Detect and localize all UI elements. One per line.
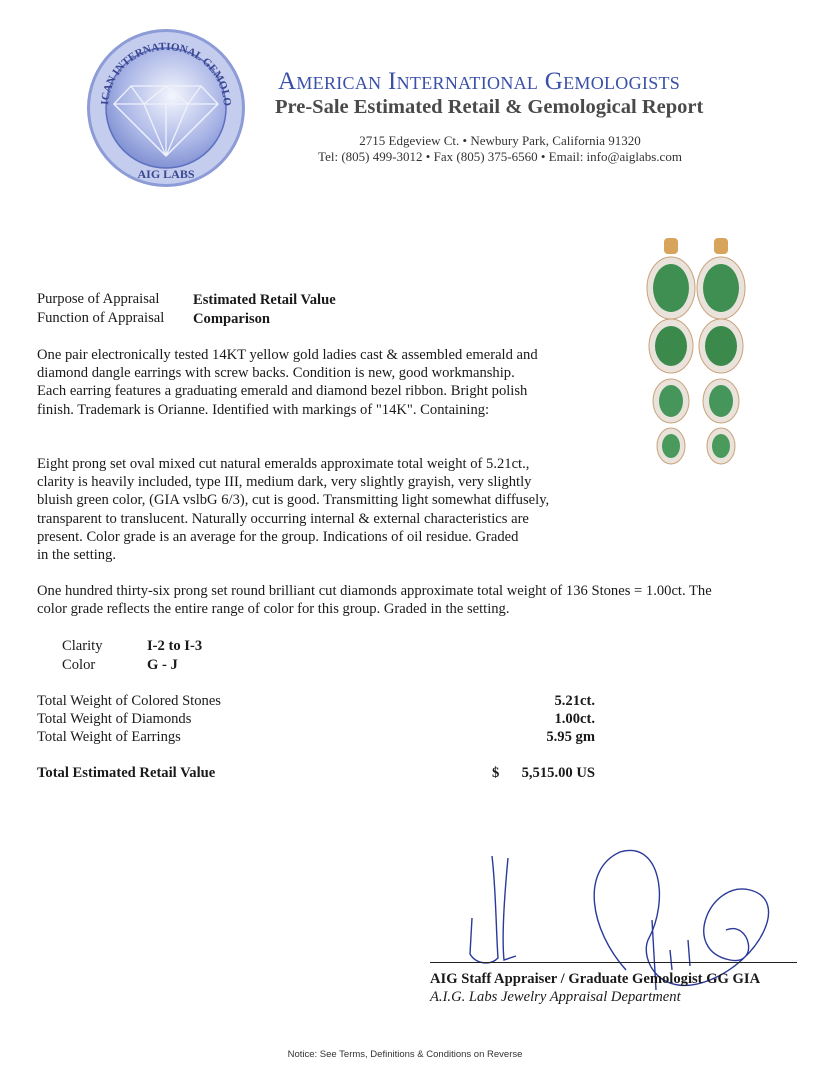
signature-line (430, 962, 797, 963)
aig-logo-seal (86, 28, 246, 188)
appraiser-title: AIG Staff Appraiser / Graduate Gemologist GG GIA (430, 971, 761, 987)
appraisal-department: A.I.G. Labs Jewelry Appraisal Department (430, 989, 681, 1005)
company-contact: Tel: (805) 499-3012 • Fax (805) 375-6560 • Email: info@aiglabs.com (318, 149, 682, 164)
text-line: Eight prong set oval mixed cut natural emeralds approximate total weight of 5.21ct., (37, 456, 530, 472)
footer-notice: Notice: See Terms, Definitions & Conditions on Reverse (287, 1049, 523, 1060)
function-label: Function of Appraisal (37, 310, 165, 326)
logo-ring-text: ICAN INTERNATIONAL GEMOLO (99, 40, 234, 107)
company-title: American International Gemologists (278, 68, 681, 95)
purpose-label: Purpose of Appraisal (37, 291, 160, 307)
text-line: Each earring features a graduating emerald and diamond bezel ribbon. Bright polish (37, 383, 528, 400)
text-line: diamond dangle earrings with screw backs. Condition is new, good workmanship. (37, 365, 515, 382)
text-line: One pair electronically tested 14KT yellow gold ladies cast & assembled emerald and (37, 347, 538, 363)
company-address: 2715 Edgeview Ct. • Newbury Park, California 91320 (359, 133, 641, 148)
clarity-value: I-2 to I-3 (147, 638, 203, 654)
logo-bottom-text: AIG LABS (137, 167, 195, 181)
color-value: G - J (147, 657, 178, 673)
description-paragraph-1 (37, 346, 538, 419)
text-line: clarity is heavily included, type III, medium dark, very slightly grayish, very slightly (37, 474, 532, 491)
clarity-label: Clarity (62, 638, 103, 654)
earrings-weight-value: 5.95 gm (546, 729, 595, 745)
earrings-photo (640, 236, 765, 472)
text-line: One hundred thirty-six prong set round brilliant cut diamonds approximate total weight of 136 Stones = 1.00ct. The (37, 583, 712, 599)
function-value: Comparison (193, 311, 271, 327)
retail-value-label: Total Estimated Retail Value (37, 765, 216, 781)
purpose-value: Estimated Retail Value (193, 292, 336, 308)
color-label: Color (62, 657, 96, 673)
currency-symbol: $ (492, 765, 500, 781)
earrings-weight-label: Total Weight of Earrings (37, 729, 181, 745)
description-paragraph-2 (37, 455, 549, 564)
text-line: color grade reflects the entire range of color for this group. Graded in the setting. (37, 601, 510, 618)
diamonds-weight-value: 1.00ct. (554, 711, 595, 727)
report-subtitle: Pre-Sale Estimated Retail & Gemological Report (275, 96, 704, 118)
colored-stones-weight-value: 5.21ct. (554, 693, 595, 709)
diamonds-weight-label: Total Weight of Diamonds (37, 711, 192, 727)
text-line: finish. Trademark is Orianne. Identified with markings of "14K". Containing: (37, 401, 490, 418)
retail-value: 5,515.00 US (521, 765, 595, 781)
text-line: present. Color grade is an average for the group. Indications of oil residue. Graded (37, 528, 519, 545)
text-line: bluish green color, (GIA vslbG 6/3), cut is good. Transmitting light somewhat diffusely, (37, 492, 550, 509)
text-line: transparent to translucent. Naturally occurring internal & external characteristics are (37, 510, 529, 527)
text-line: in the setting. (37, 547, 117, 564)
description-paragraph-3 (37, 582, 712, 618)
colored-stones-weight-label: Total Weight of Colored Stones (37, 693, 221, 709)
